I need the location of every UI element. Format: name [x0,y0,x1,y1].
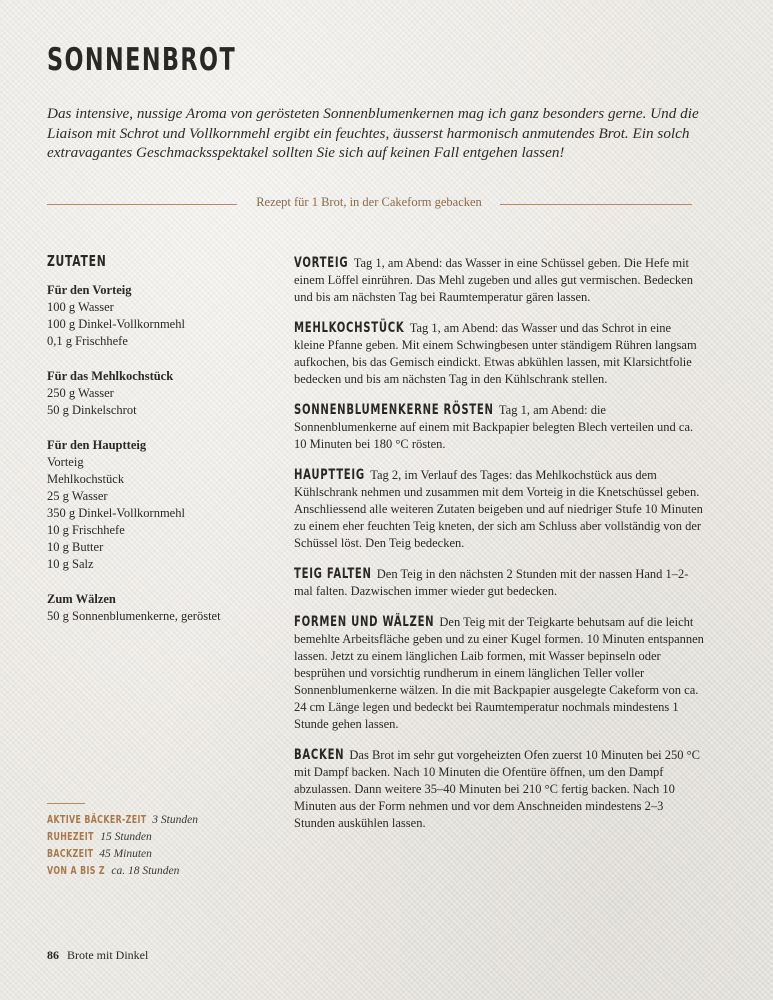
time-label: VON A BIS Z [47,865,106,877]
time-value: ca. 18 Stunden [111,865,180,877]
ingredients-heading: ZUTATEN [47,252,107,270]
time-value: 15 Stunden [100,831,152,843]
ingredient-item: 25 g Wasser [47,489,108,503]
time-row [47,846,287,863]
ingredient-item: 50 g Sonnenblumenkerne, geröstet [47,609,221,623]
section-name: Brote mit Dinkel [67,948,149,962]
method-steps [294,255,704,846]
time-summary [47,803,287,880]
ingredient-item: 250 g Wasser [47,386,114,400]
ingredient-item: Vorteig [47,455,84,469]
time-value: 45 Minuten [99,848,152,860]
ingredient-group-title: Für das Mehlkochstück [47,369,174,383]
method-step [294,320,704,388]
page-number: 86 [47,948,59,962]
method-step [294,402,704,453]
ingredient-item: 50 g Dinkelschrot [47,403,137,417]
ingredient-item: Mehlkochstück [47,472,125,486]
method-step [294,747,704,832]
time-rows [47,812,287,880]
ingredient-item: 0,1 g Frischhefe [47,334,128,348]
divider-left [47,204,237,205]
step-label: FORMEN UND WÄLZEN [294,614,435,630]
page-footer [47,948,148,963]
ingredient-group [47,591,277,625]
time-divider [47,803,85,804]
ingredient-item: 10 g Salz [47,557,94,571]
time-row [47,829,287,846]
step-label: VORTEIG [294,255,349,271]
recipe-yield: Rezept für 1 Brot, in der Cakeform gebacken [256,195,482,209]
time-row [47,812,287,829]
ingredients-section [47,252,277,643]
step-text: Den Teig in den nächsten 2 Stunden mit der nassen Hand 1–2-mal falten. Dazwischen immer wieder gut bedecken. [294,567,689,598]
method-step [294,614,704,733]
step-text: Den Teig mit der Teigkarte behutsam auf die leicht bemehlte Arbeitsfläche geben und zu einer Kugel formen. 10 Minuten entspannen lassen. Jetzt zu einem länglichen Laib formen, mit Wasser bepinseln oder besprühen und vorsichtig rundherum in einem länglichen Teller voller Sonnenblumenkerne wälzen. In die mit Backpapier ausgelegte Cakeform von ca. 24 cm Länge legen und bedeckt bei Raumtemperatur nochmals mindestens 1 Stunde gehen lassen. [294,615,704,731]
ingredient-group [47,368,277,419]
ingredient-groups [47,282,277,625]
time-label: AKTIVE BÄCKER-ZEIT [47,814,147,826]
time-label: RUHEZEIT [47,831,94,843]
ingredient-group-title: Für den Hauptteig [47,438,147,452]
page-title: SONNENBROT [47,42,237,78]
step-label: HAUPTTEIG [294,467,365,483]
ingredient-group [47,282,277,350]
ingredient-group-title: Für den Vorteig [47,283,132,297]
method-step [294,467,704,552]
ingredient-item: 100 g Wasser [47,300,114,314]
ingredient-item: 10 g Butter [47,540,104,554]
step-text: Das Brot im sehr gut vorgeheizten Ofen zuerst 10 Minuten bei 250 °C mit Dampf backen. Nach 10 Minuten die Ofentüre öffnen, um den Dampf abzulassen. Dann weitere 35–40 Minuten bei 210 °C fertig backen. Nach 10 Minuten aus der Form nehmen und vor dem Anschneiden mindestens 2–3 Stunden auskühlen lassen. [294,748,700,830]
ingredient-item: 100 g Dinkel-Vollkornmehl [47,317,185,331]
time-value: 3 Stunden [152,814,198,826]
step-label: TEIG FALTEN [294,566,372,582]
ingredient-group [47,437,277,573]
step-text: Tag 1, am Abend: das Wasser und das Schrot in eine kleine Pfanne geben. Mit einem Schwingbesen unter ständigem Rühren langsam aufkochen, bis das Gemisch eindickt. Etwas abkühlen lassen, mit Klarsichtfolie bedecken und bis am nächsten Tag in den Kühlschrank stellen. [294,321,697,386]
method-step [294,566,704,600]
step-text: Tag 2, im Verlauf des Tages: das Mehlkochstück aus dem Kühlschrank nehmen und zusammen mit dem Vorteig in die Knetschüssel geben. Anschliessend alle weiteren Zutaten beigeben und auf niedriger Stufe 10 Minuten zu einem eher feuchten Teig kneten, der sich am Schluss aber vollständig von der Schüssel löst. Den Teig bedecken. [294,468,703,550]
divider-right [500,204,692,205]
step-text: Tag 1, am Abend: die Sonnenblumenkerne auf einem mit Backpapier belegten Blech verteilen und ca. 10 Minuten bei 180 °C rösten. [294,403,694,451]
intro-text: Das intensive, nussige Aroma von gerösteten Sonnenblumenkernen mag ich ganz besonders gerne. Und die Liaison mit Schrot und Vollkornmehl ergibt ein feuchtes, äusserst harmonisch anmutendes Brot. Ein solch extravagantes Geschmacksspektakel sollten Sie sich auf keinen Fall entgehen lassen! [47,105,699,161]
ingredient-item: 10 g Frischhefe [47,523,125,537]
time-row [47,863,287,880]
step-label: MEHLKOCHSTÜCK [294,320,405,336]
method-step [294,255,704,306]
time-label: BACKZEIT [47,848,94,860]
step-label: SONNENBLUMENKERNE RÖSTEN [294,402,494,418]
ingredient-item: 350 g Dinkel-Vollkornmehl [47,506,185,520]
step-text: Tag 1, am Abend: das Wasser in eine Schüssel geben. Die Hefe mit einem Löffel einrühren. Das Mehl zugeben und alles gut vermischen. Bedecken und bis am nächsten Tag bei Raumtemperatur gären lassen. [294,256,693,304]
step-label: BACKEN [294,747,345,763]
ingredient-group-title: Zum Wälzen [47,592,116,606]
